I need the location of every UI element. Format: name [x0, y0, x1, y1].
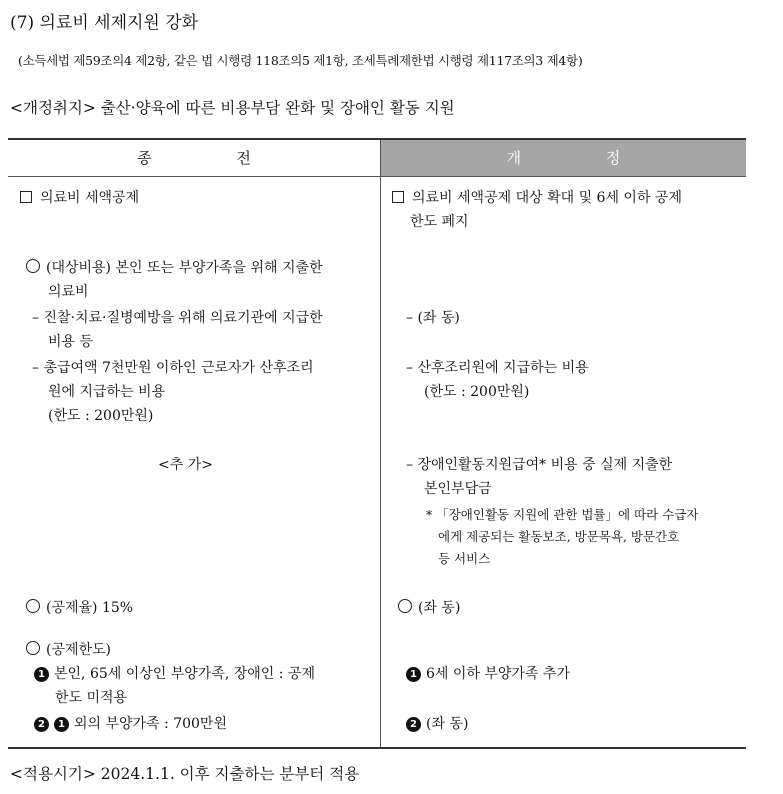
column-divider	[380, 140, 381, 747]
right-note-c: 등 서비스	[438, 551, 491, 566]
effective-date: <적용시기> 2024.1.1. 이후 지출하는 분부터 적용	[10, 765, 360, 783]
left-heading	[20, 186, 139, 210]
right-heading	[392, 186, 682, 210]
left-item2-limit: (한도 : 200만원)	[48, 408, 154, 424]
left-rate	[26, 596, 133, 620]
number-1-icon: 1	[54, 717, 69, 732]
left-item2-b: 원에 지급하는 비용	[48, 384, 166, 400]
comparison-table	[8, 138, 746, 749]
left-item2-a: – 총급여액 7천만원 이하인 근로자가 산후조리	[32, 360, 314, 376]
number-2-icon: 2	[406, 717, 421, 732]
right-item3-b: 본인부담금	[424, 481, 492, 497]
left-limit2-text: 외의 부양가족 : 700만원	[74, 716, 227, 732]
number-1-icon: 1	[406, 667, 421, 682]
right-same2-text: (좌 동)	[418, 600, 461, 616]
right-same1: – (좌 동)	[406, 310, 460, 326]
left-target-label	[26, 256, 323, 280]
right-item2: – 산후조리원에 지급하는 비용	[406, 360, 589, 376]
table-header	[8, 140, 746, 177]
left-limit1-text: 본인, 65세 이상인 부양가족, 장애인 : 공제	[54, 666, 315, 682]
section-title: (7) 의료비 세제지원 강화	[10, 13, 199, 33]
left-rate-text: (공제율) 15%	[46, 600, 134, 616]
right-limit1-text: 6세 이하 부양가족 추가	[426, 666, 570, 682]
right-item2-limit: (한도 : 200만원)	[424, 384, 530, 400]
left-limit1	[34, 662, 315, 686]
number-2-icon: 2	[34, 717, 49, 732]
header-after: 개 정	[381, 140, 746, 176]
left-target-label-2: 의료비	[48, 284, 89, 300]
left-limit1-b: 한도 미적용	[55, 690, 128, 706]
right-note-a: * 「장애인활동 지원에 관한 법률」에 따라 수급자	[426, 507, 699, 522]
right-heading-b: 한도 폐지	[410, 214, 469, 230]
law-reference: (소득세법 제59조의4 제2항, 같은 법 시행령 118조의5 제1항, 조세특례제한법 시행령 제117조의3 제4항)	[18, 53, 583, 68]
left-added: <추 가>	[158, 457, 213, 473]
circle-bullet-icon	[398, 599, 412, 613]
left-heading-text: 의료비 세액공제	[40, 190, 140, 206]
right-limit1	[406, 662, 570, 686]
right-item3-a: – 장애인활동지원급여* 비용 중 실제 지출한	[406, 457, 673, 473]
left-target-text: (대상비용) 본인 또는 부양가족을 위해 지출한	[46, 260, 323, 276]
right-limit2-text: (좌 동)	[426, 716, 469, 732]
left-limit2	[34, 712, 227, 736]
number-1-icon: 1	[34, 667, 49, 682]
left-limit-label	[26, 638, 111, 662]
left-item1-a: – 진찰·치료·질병예방을 위해 의료기관에 지급한	[32, 310, 323, 326]
checkbox-square-icon	[392, 191, 404, 203]
left-item1-b: 비용 등	[48, 334, 94, 350]
checkbox-square-icon	[20, 191, 32, 203]
right-heading-text: 의료비 세액공제 대상 확대 및 6세 이하 공제	[412, 190, 682, 206]
right-limit2	[406, 712, 468, 736]
right-note-b: 에게 제공되는 활동보조, 방문목욕, 방문간호	[438, 529, 680, 544]
circle-bullet-icon	[26, 641, 40, 655]
circle-bullet-icon	[26, 259, 40, 273]
purpose-line: <개정취지> 출산·양육에 따른 비용부담 완화 및 장애인 활동 지원	[10, 99, 455, 117]
right-same2	[398, 596, 460, 620]
left-limit-label-text: (공제한도)	[46, 642, 112, 658]
circle-bullet-icon	[26, 599, 40, 613]
header-before: 종 전	[8, 140, 380, 176]
